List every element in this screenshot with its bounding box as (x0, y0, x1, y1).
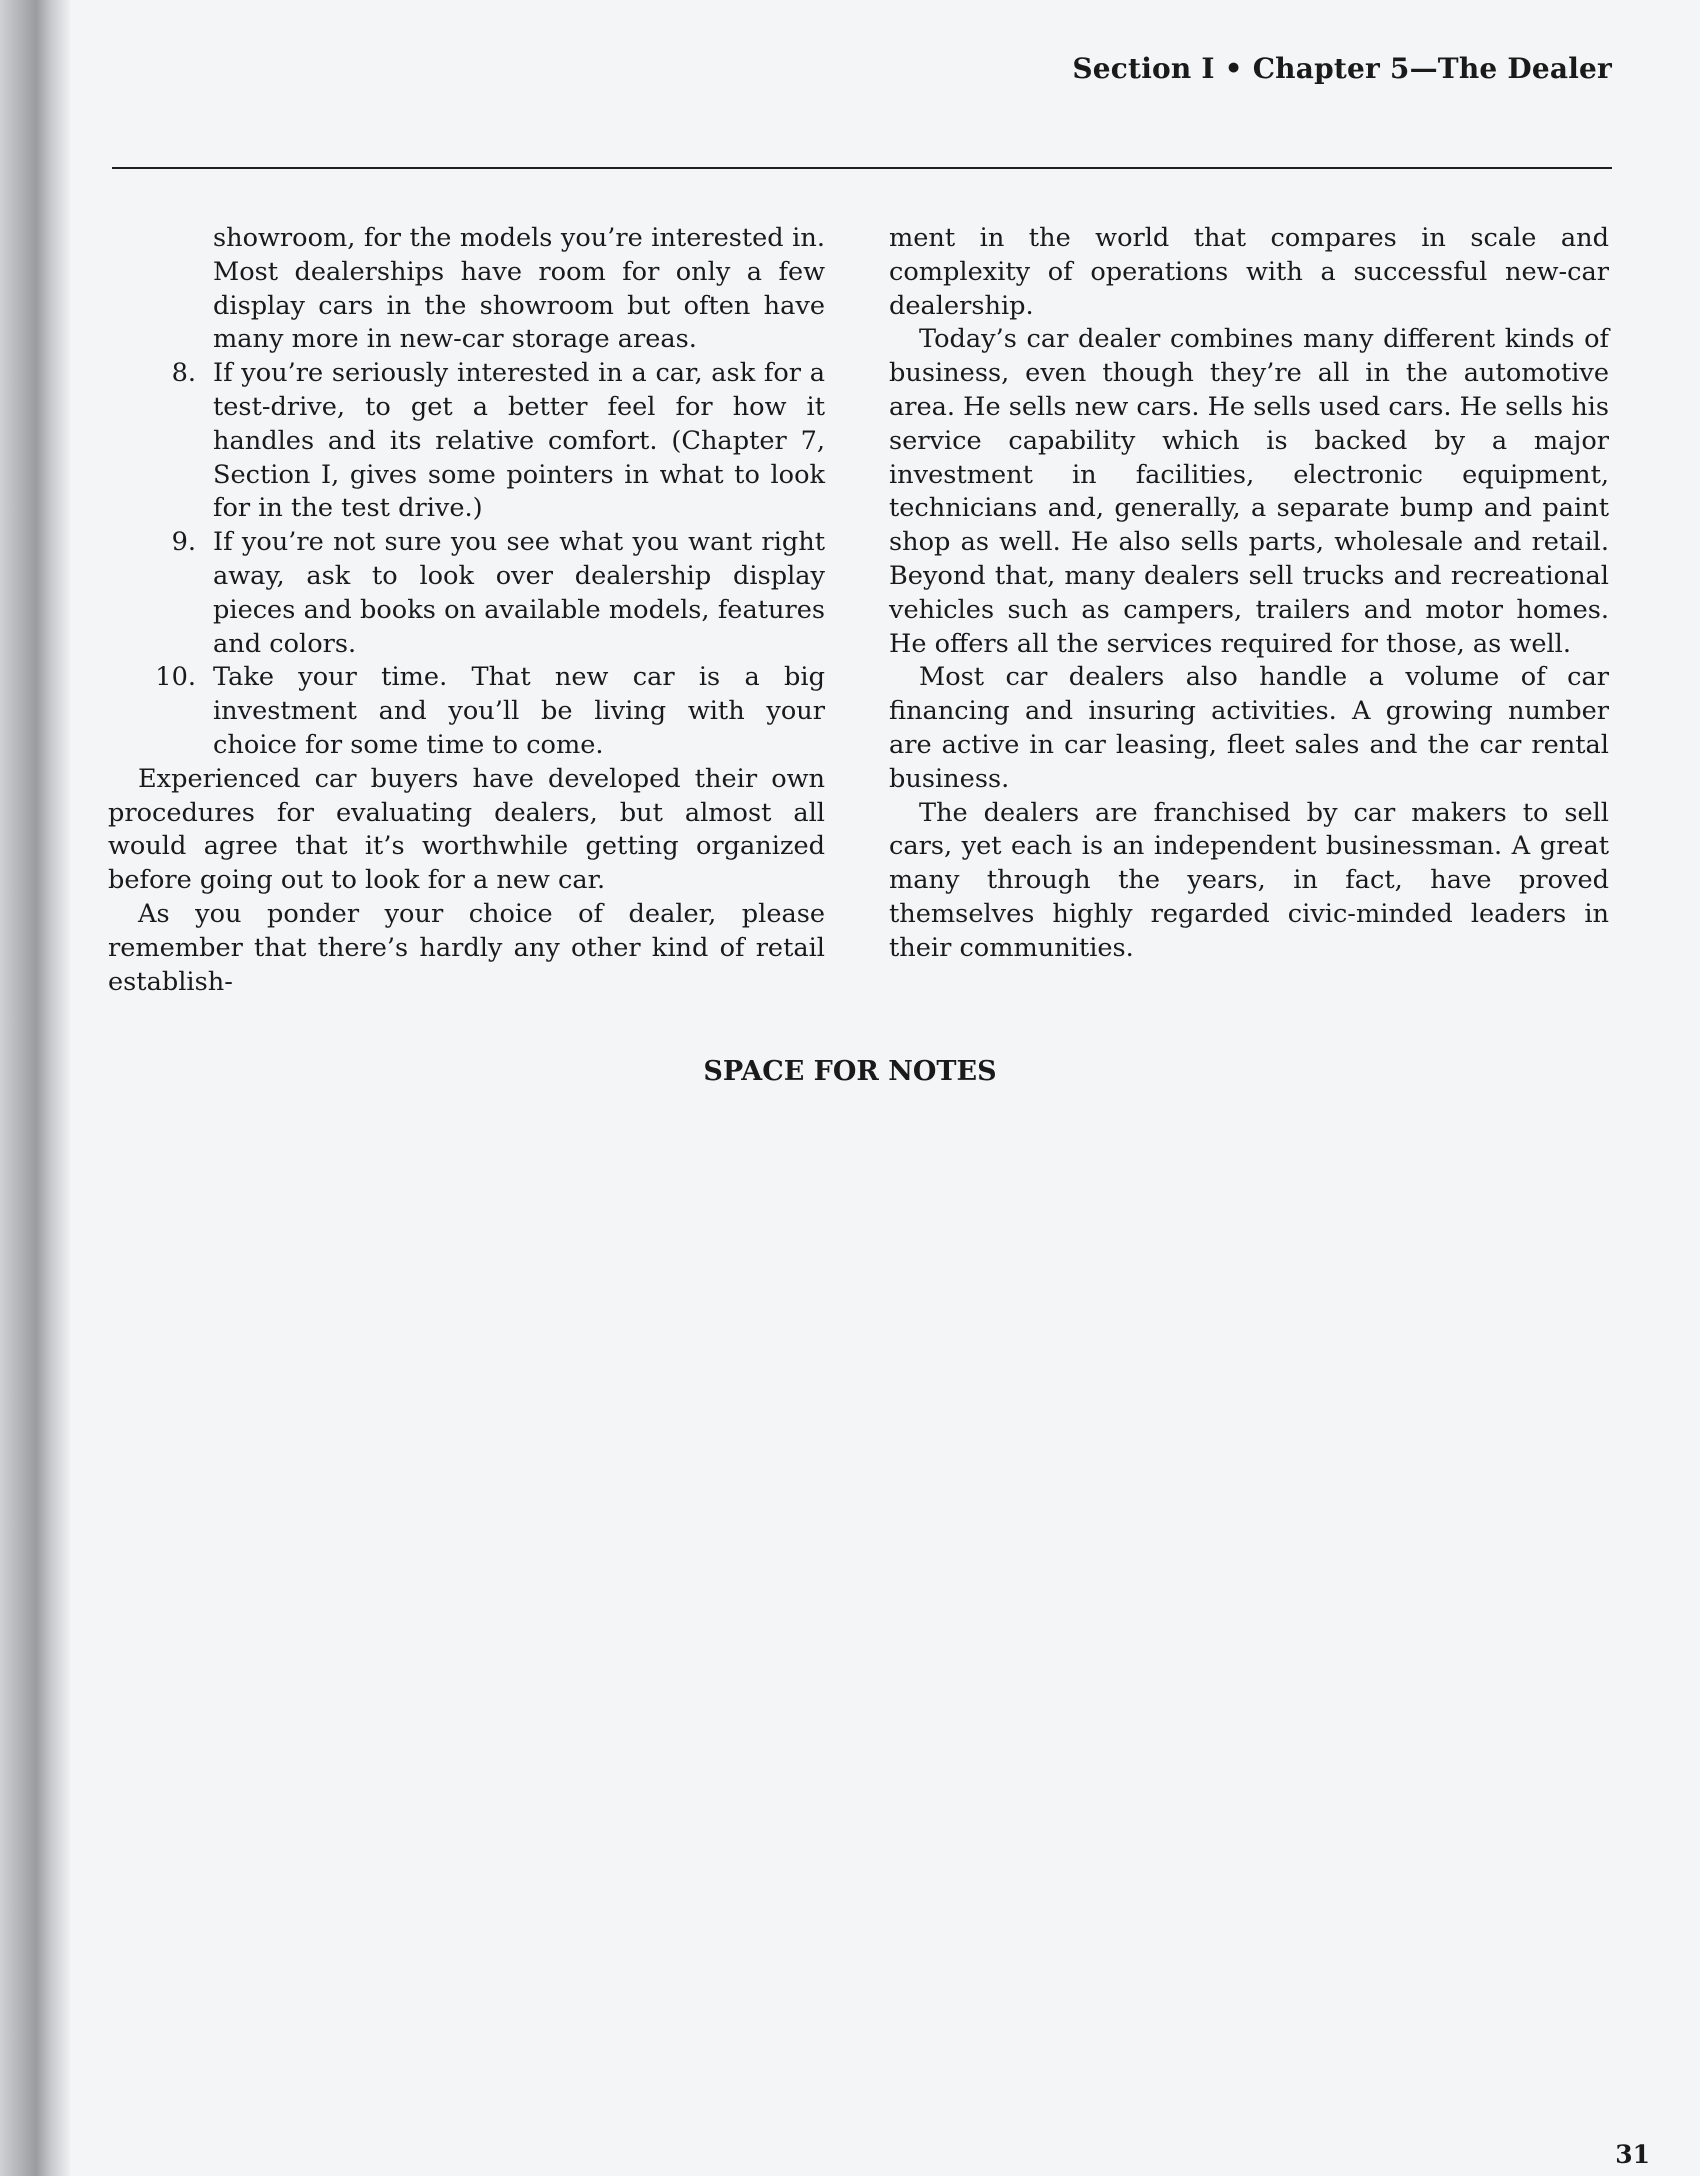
list-item-7-continuation: showroom, for the models you’re interested in. Most dealerships have room for only a few display cars in the showroom but often have many more in new-car storage areas. (213, 223, 825, 355)
running-header: Section I • Chapter 5—The Dealer (1072, 52, 1612, 85)
list-item-number: 10. (155, 662, 196, 693)
list-item-number: 9. (171, 527, 196, 558)
list-item (108, 357, 825, 526)
paragraph: Experienced car buyers have developed their own procedures for evaluating dealers, but almost all would agree that it’s worthwhile getting organized before going out to look for a new car. (108, 763, 825, 896)
paragraph: The dealers are franchised by car makers to sell cars, yet each is an independent businessman. A great many through the years, in fact, have proved themselves highly regarded civic-minded leaders in their communities. (889, 797, 1609, 963)
page-number: 31 (1615, 2140, 1650, 2169)
paragraph: As you ponder your choice of dealer, please remember that there’s hardly any other kind of retail establish- (108, 898, 825, 997)
list-item-number: 8. (171, 358, 196, 389)
notes-heading: SPACE FOR NOTES (703, 1056, 997, 1087)
list-item (108, 661, 825, 762)
page-binding-shadow (0, 0, 70, 2176)
list-item-text: If you’re seriously interested in a car, ask for a test-drive, to get a better feel for how it handles and its relative comfort. (Chapter 7, Section I, gives some pointers in what to look for in the test drive.) (213, 358, 825, 524)
list-item-text: Take your time. That new car is a big investment and you’ll be living with your choice for some time to come. (213, 662, 825, 760)
header-rule (112, 167, 1612, 169)
list-item (108, 526, 825, 661)
paragraph: Most car dealers also handle a volume of car financing and insuring activities. A growing number are active in car leasing, fleet sales and the car rental business. (889, 662, 1609, 794)
paragraph: ment in the world that compares in scale and complexity of operations with a successful new-car dealership. (889, 223, 1609, 321)
paragraph: Today’s car dealer combines many different kinds of business, even though they’re all in the automotive area. He sells new cars. He sells used cars. He sells his service capability which is backed by a major investment in facilities, electronic equipment, technicians and, generally, a separate bump and paint shop as well. He also sells parts, wholesale and retail. Beyond that, many dealers sell trucks and recreational vehicles such as campers, trailers and motor homes. He offers all the services required for those, as well. (889, 324, 1609, 659)
list-item-text: If you’re not sure you see what you want right away, ask to look over dealership display pieces and books on available models, features and colors. (213, 527, 825, 659)
left-column (108, 222, 825, 999)
right-column (889, 222, 1609, 966)
